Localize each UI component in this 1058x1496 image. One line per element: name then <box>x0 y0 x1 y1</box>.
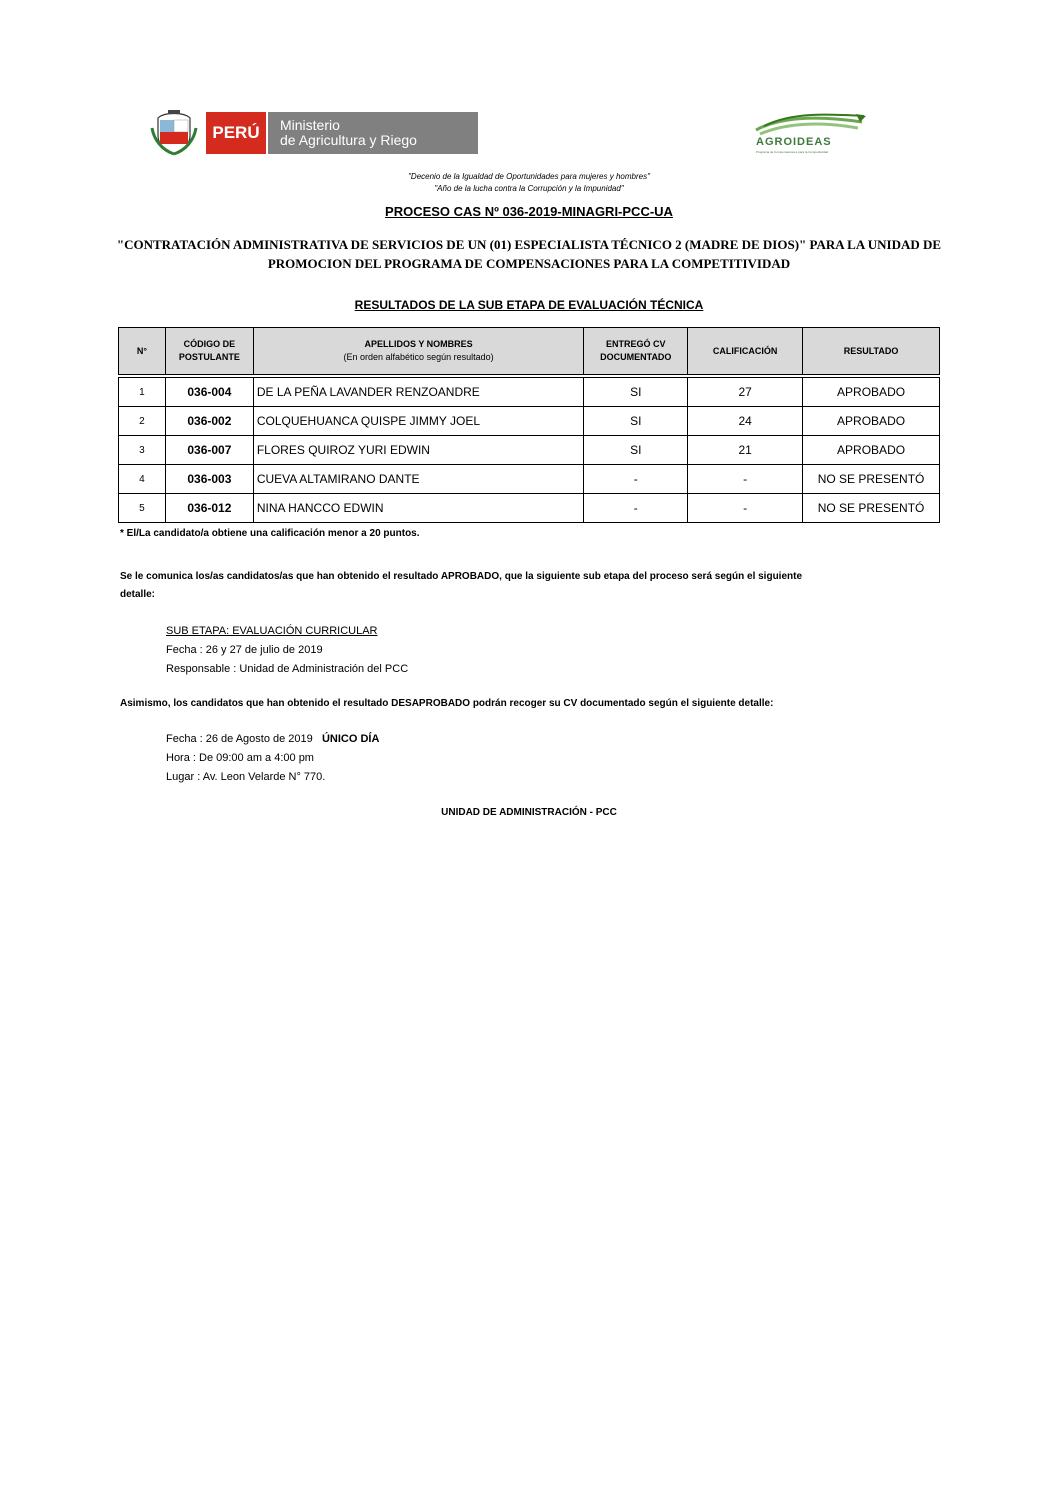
decenio-line2: "Año de la lucha contra la Corrupción y la Impunidad" <box>434 184 624 193</box>
approved-notice-line2: detalle: <box>120 589 156 600</box>
approved-notice-line1: Se le comunica los/as candidatos/as que han obtenido el resultado APROBADO, que la siguiente sub etapa del proceso será según el siguiente <box>120 571 803 582</box>
cell-name: DE LA PEÑA LAVANDER RENZOANDRE <box>253 378 583 407</box>
cell-code: 036-012 <box>165 494 253 523</box>
cell-result: APROBADO <box>803 378 940 407</box>
header-name <box>253 328 583 375</box>
ministry-line1: Ministerio <box>280 117 340 133</box>
header-num: N° <box>119 328 166 375</box>
header-name-line1: APELLIDOS Y NOMBRES <box>364 339 473 349</box>
minagri-logo <box>150 110 480 156</box>
pickup-block <box>166 730 379 787</box>
next-stage-title: SUB ETAPA: EVALUACIÓN CURRICULAR <box>166 625 378 637</box>
footnote: * El/La candidato/a obtiene una calificación menor a 20 puntos. <box>120 528 420 539</box>
cell-num: 3 <box>119 436 166 465</box>
approved-notice <box>120 568 940 604</box>
agroideas-logo <box>752 112 872 160</box>
header-code <box>165 328 253 375</box>
cell-score: 24 <box>688 407 803 436</box>
main-title-line2: PROMOCION DEL PROGRAMA DE COMPENSACIONES PARA LA COMPETITIVIDAD <box>267 256 791 271</box>
cell-result: NO SE PRESENTÓ <box>803 465 940 494</box>
ministry-line2: de Agricultura y Riego <box>280 132 417 148</box>
pickup-fecha-line <box>166 730 379 749</box>
header-name-line2: (En orden alfabético según resultado) <box>343 352 494 362</box>
pickup-fecha: Fecha : 26 de Agosto de 2019 <box>166 733 313 745</box>
pickup-unico: ÚNICO DÍA <box>321 733 380 745</box>
header-score: CALIFICACIÓN <box>688 328 803 375</box>
decenio-line1: "Decenio de la Igualdad de Oportunidades para mujeres y hombres" <box>408 172 650 181</box>
cell-code: 036-007 <box>165 436 253 465</box>
header-cv-line1: ENTREGÓ CV <box>606 339 666 349</box>
pickup-lugar: Lugar : Av. Leon Velarde N° 770. <box>166 771 326 783</box>
header-code-line2: POSTULANTE <box>178 352 240 362</box>
table-row <box>119 465 940 494</box>
table-row <box>119 436 940 465</box>
header-code-line1: CÓDIGO DE <box>183 339 236 349</box>
agroideas-tagline: Programa de Compensaciones para la Competitividad <box>756 150 829 154</box>
main-title-line1: "CONTRATACIÓN ADMINISTRATIVA DE SERVICIOS DE UN (01) ESPECIALISTA TÉCNICO 2 (MADRE DE DIOS)" PARA LA UNIDAD DE <box>116 237 942 252</box>
cell-name: FLORES QUIROZ YURI EDWIN <box>253 436 583 465</box>
cell-num: 2 <box>119 407 166 436</box>
cell-cv: - <box>584 494 688 523</box>
cell-result: APROBADO <box>803 407 940 436</box>
main-title <box>0 235 1058 273</box>
cell-num: 1 <box>119 378 166 407</box>
cell-code: 036-004 <box>165 378 253 407</box>
cell-score: - <box>688 494 803 523</box>
cell-cv: SI <box>584 407 688 436</box>
header-result: RESULTADO <box>803 328 940 375</box>
table-row <box>119 378 940 407</box>
cell-result: NO SE PRESENTÓ <box>803 494 940 523</box>
results-title: RESULTADOS DE LA SUB ETAPA DE EVALUACIÓN TÉCNICA <box>354 298 704 312</box>
agroideas-wordmark: AGROIDEAS <box>756 136 832 148</box>
cell-result: APROBADO <box>803 436 940 465</box>
cell-name: CUEVA ALTAMIRANO DANTE <box>253 465 583 494</box>
next-stage-fecha: Fecha : 26 y 27 de julio de 2019 <box>166 644 323 656</box>
cell-cv: SI <box>584 436 688 465</box>
cell-cv: SI <box>584 378 688 407</box>
pickup-hora: Hora : De 09:00 am a 4:00 pm <box>166 752 314 764</box>
cell-num: 5 <box>119 494 166 523</box>
cell-name: NINA HANCCO EDWIN <box>253 494 583 523</box>
cell-code: 036-003 <box>165 465 253 494</box>
cell-name: COLQUEHUANCA QUISPE JIMMY JOEL <box>253 407 583 436</box>
cell-num: 4 <box>119 465 166 494</box>
signature: UNIDAD DE ADMINISTRACIÓN - PCC <box>441 807 617 818</box>
peru-label: PERÚ <box>206 112 266 154</box>
cell-score: 21 <box>688 436 803 465</box>
disapproved-notice: Asimismo, los candidatos que han obtenido el resultado DESAPROBADO podrán recoger su CV documentado según el siguiente detalle: <box>120 698 774 709</box>
ministry-name <box>268 112 478 154</box>
table-header-row <box>119 328 940 375</box>
table-row <box>119 407 940 436</box>
next-stage-responsable: Responsable : Unidad de Administración del PCC <box>166 663 409 675</box>
cell-score: 27 <box>688 378 803 407</box>
peru-coat-of-arms-icon <box>150 110 198 156</box>
cell-cv: - <box>584 465 688 494</box>
agroideas-swoosh-icon <box>752 112 872 136</box>
cell-score: - <box>688 465 803 494</box>
header-cv <box>584 328 688 375</box>
table-row <box>119 494 940 523</box>
cell-code: 036-002 <box>165 407 253 436</box>
next-stage-block <box>166 622 408 679</box>
process-title: PROCESO CAS Nº 036-2019-MINAGRI-PCC-UA <box>385 204 673 219</box>
header-cv-line2: DOCUMENTADO <box>600 352 672 362</box>
results-table <box>118 327 940 523</box>
